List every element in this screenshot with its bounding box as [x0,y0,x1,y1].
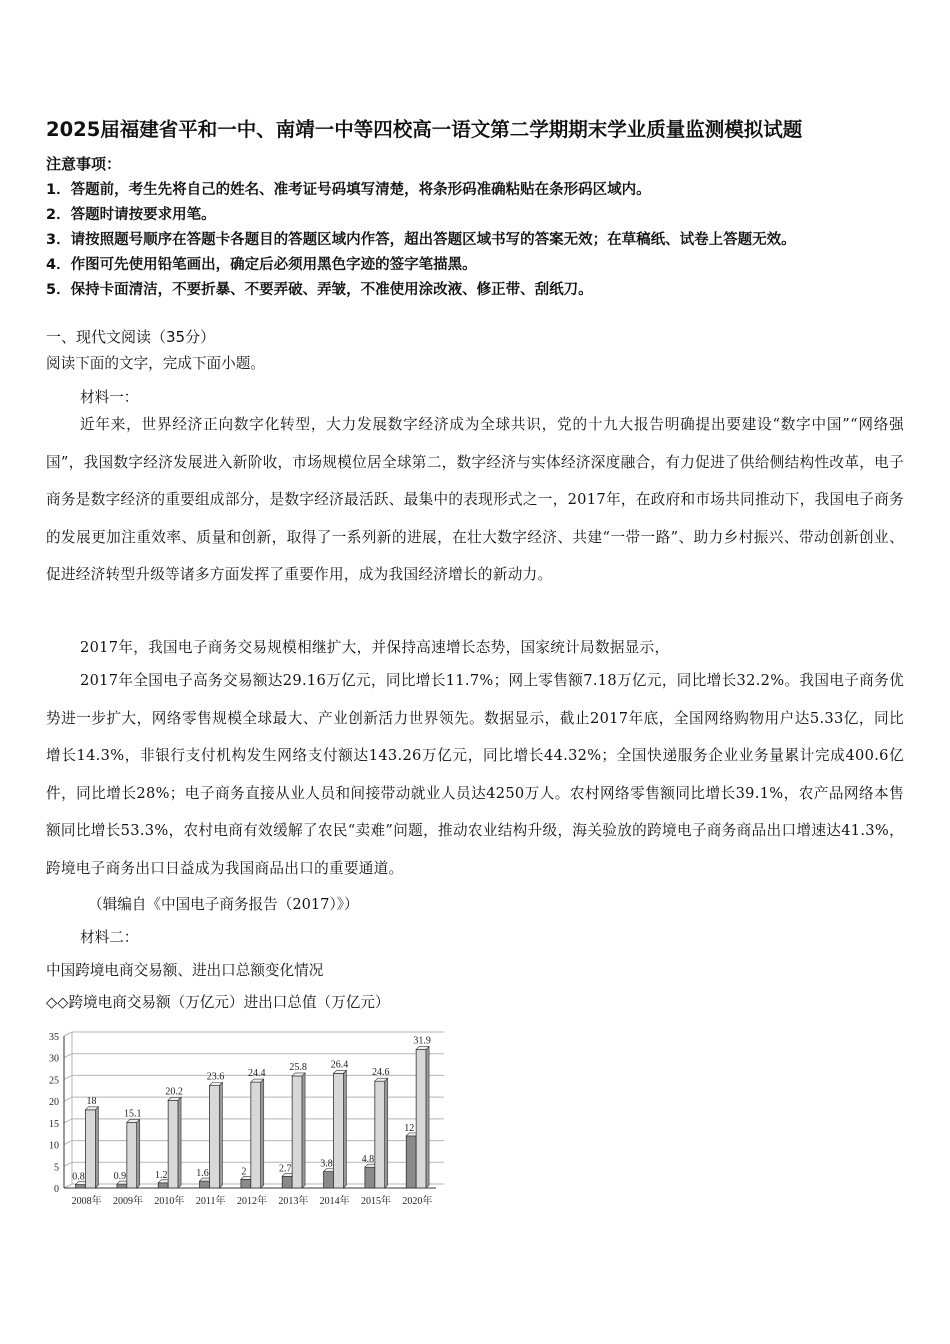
grid-line-diagonal [64,1032,72,1036]
data-label-import-export: 18 [86,1095,97,1107]
bar-import-export [375,1081,385,1188]
notice-item: 5．保持卡面清洁，不要折暴、不要弄破、弄皱，不准使用涂改液、修正带、刮纸刀。 [46,282,593,298]
x-tick-label: 2013年 [278,1196,309,1207]
notice-item: 3．请按照题号顺序在答题卡各题目的答题区域内作答，超出答题区域书写的答案无效；在草稿纸、试卷上答题无效。 [46,232,796,248]
x-tick-label: 2020年 [402,1196,433,1207]
bar-cross-border [365,1167,375,1188]
bar-cross-border [241,1179,251,1188]
data-label-cross-border: 2 [241,1166,247,1178]
y-tick-label: 35 [49,1032,59,1043]
y-tick-label: 30 [49,1053,59,1065]
x-tick-label: 2012年 [237,1196,267,1207]
material-two-label: 材料二： [80,929,139,946]
data-label-cross-border: 3.8 [320,1158,333,1170]
notice-heading: 注意事项： [46,155,122,173]
notice-item: 1．答题前，考生先将自己的姓名、准考证号码填写清楚，将条形码准确粘贴在条形码区域内。 [46,182,651,198]
bar-import-export [127,1122,137,1188]
data-label-cross-border: 4.8 [361,1154,375,1166]
bar-import-export-side [178,1097,181,1188]
trade-bar-chart [40,1022,450,1214]
bar-import-export [168,1100,178,1188]
y-tick-label: 15 [49,1118,59,1130]
bar-import-export-side [343,1070,346,1188]
grid-line-diagonal [64,1184,72,1188]
bar-cross-border [200,1181,210,1188]
paragraph-3: 2017年全国电子高务交易额达29.16万亿元，同比增长11.7%；网上零售额7.18万亿元，同比增长32.2%。我国电子商务优势进一步扩大，网络零售规模全球最大、产业创新活力世界领先。数据显示，截止2017年底，全国网络购物用户达5.33亿，同比增长14.3%，非银行支付机构发生网络支付额达143.26万亿元，同比增长44.32%；全国快递服务企业业务量累计完成400.6亿件，同比增长28%；电子商务直接从业人员和间接带动就业人员达4250万人。农村网络零售额同比增长39.1%，农产品网络本售额同比增长53.3%，农村电商有效缓解了农民“卖难”问题，推动农业结构升级，海关验放的跨境电子商务商品出口增速达41.3%，跨境电子商务出口日益成为我国商品出口的重要通道。 [46,672,904,877]
bar-import-export-side [385,1078,388,1188]
bar-import-export-side [137,1119,140,1188]
bar-import-export [292,1076,302,1188]
material-one-label: 材料一： [80,389,139,406]
bar-cross-border [158,1183,168,1188]
bar-import-export [416,1049,426,1188]
exam-title: 2025届福建省平和一中、南靖一中等四校高一语文第二学期期末学业质量监测模拟试题 [46,118,803,141]
x-tick-label: 2009年 [113,1196,143,1207]
grid-line-diagonal [64,1162,72,1166]
data-label-cross-border: 1.6 [196,1168,209,1180]
data-label-cross-border: 0.8 [72,1171,85,1183]
source-citation: （辑编自《中国电子商务报告（2017）》） [88,896,359,913]
y-tick-label: 5 [54,1162,59,1174]
data-label-import-export: 15.1 [124,1108,142,1120]
data-label-import-export: 25.8 [289,1061,307,1073]
bar-import-export [251,1082,261,1188]
data-label-import-export: 20.2 [165,1086,183,1098]
chart-caption: 中国跨境电商交易额、进出口总额变化情况 [46,962,324,979]
grid-line-diagonal [64,1141,72,1145]
bar-import-export-side [426,1046,429,1188]
section-title: 一、现代文阅读（35分） [46,328,216,346]
data-label-import-export: 24.4 [248,1068,266,1080]
bar-cross-border [282,1176,292,1188]
bar-cross-border [406,1136,416,1188]
x-tick-label: 2011年 [195,1196,226,1207]
y-tick-label: 20 [49,1097,59,1109]
notice-item: 4．作图可先使用铅笔画出，确定后必须用黑色字迹的签字笔描黑。 [46,257,477,273]
bar-import-export-side [95,1107,98,1188]
y-tick-label: 25 [49,1075,59,1087]
grid-line-diagonal [64,1075,72,1079]
y-tick-label: 10 [49,1140,59,1152]
instruction-text: 阅读下面的文字，完成下面小题。 [46,355,265,372]
bar-cross-border [76,1185,86,1188]
data-label-import-export: 31.9 [413,1035,431,1047]
bar-import-export-side [219,1083,222,1188]
data-label-import-export: 23.6 [206,1071,225,1083]
data-label-cross-border: 2.7 [278,1163,292,1175]
notice-item: 2．答题时请按要求用笔。 [46,207,216,223]
chart-legend: ◇◇跨境电商交易额（万亿元）进出口总值（万亿元） [46,994,390,1011]
bar-import-export [333,1073,343,1188]
grid-line-diagonal [64,1097,72,1101]
data-label-cross-border: 1.2 [154,1169,168,1181]
bar-cross-border [324,1171,334,1188]
grid-line-diagonal [64,1054,72,1058]
x-tick-label: 2014年 [319,1196,350,1207]
data-label-import-export: 24.6 [372,1067,390,1079]
data-label-cross-border: 0.9 [113,1171,127,1183]
paragraph-2: 2017年，我国电子商务交易规模相继扩大，并保持高速增长态势，国家统计局数据显示， [80,639,670,656]
data-label-import-export: 26.4 [330,1059,349,1071]
data-label-cross-border: 12 [404,1122,415,1134]
bar-import-export [85,1110,95,1188]
grid-line-diagonal [64,1119,72,1123]
bar-cross-border [117,1184,127,1188]
x-tick-label: 2008年 [71,1196,102,1207]
x-tick-label: 2015年 [361,1196,391,1207]
x-tick-label: 2010年 [154,1196,185,1207]
bar-import-export-side [261,1079,264,1188]
bar-import-export-side [302,1073,305,1188]
paragraph-1: 近年来，世界经济正向数字化转型，大力发展数字经济成为全球共识，党的十九大报告明确提出要建设“数字中国”“网络强国”，我国数字经济发展进入新阶收，市场规模位居全球第二，数字经济与实体经济深度融合，有力促进了供给侧结构性改革，电子商务是数字经济的重要组成部分，是数字经济最活跃、最集中的表现形式之一，2017年，在政府和市场共同推动下，我国电子商务的发展更加注重效率、质量和创新，取得了一系列新的进展，在壮大数字经济、共建“一带一路”、助力乡村振兴、带动创新创业、促进经济转型升级等诸多方面发挥了重要作用，成为我国经济增长的新动力。 [46,416,904,583]
bar-import-export [209,1086,219,1188]
y-tick-label: 0 [54,1184,59,1195]
